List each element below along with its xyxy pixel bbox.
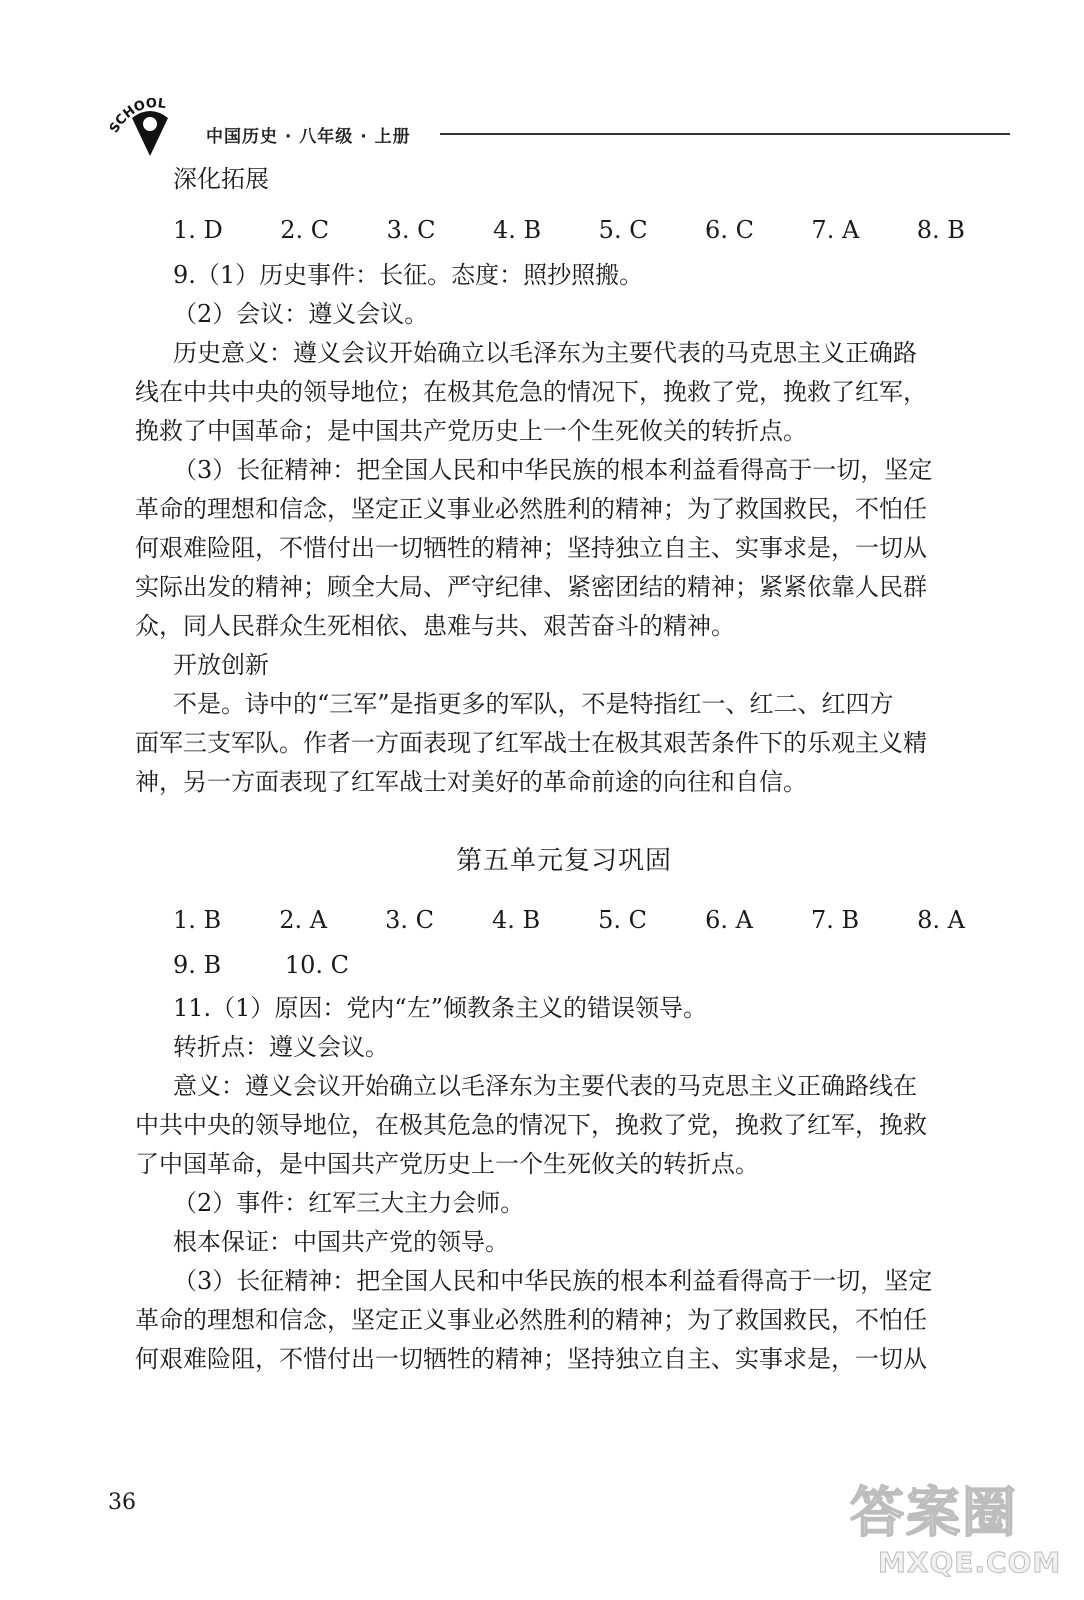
answer-item: 2. C (280, 216, 330, 244)
answer-item: 6. A (705, 906, 753, 934)
logo-text: CHOOL (112, 98, 167, 129)
answers-row-section1 (135, 211, 993, 250)
book-title: 中国历史 · 八年级 · 上册 (206, 127, 411, 147)
q9-part2: （2）会议：遵义会议。 (173, 300, 429, 328)
answers-row-unit-1 (135, 901, 993, 940)
unit-title: 第五单元复习巩固 (455, 846, 672, 876)
answer-item: 5. C (598, 906, 648, 934)
answer-item: 8. B (916, 216, 965, 244)
q9-part3 (135, 451, 993, 646)
section-heading-innovate: 开放创新 (173, 651, 269, 679)
answer-item: 5. C (598, 216, 648, 244)
q11-part3 (135, 1262, 993, 1379)
text-line: 实际出发的精神；顾全大局、严守纪律、紧密团结的精神；紧紧依靠人民群 (135, 573, 927, 601)
text-line: 何艰难险阻，不惜付出一切牺牲的精神；坚持独立自主、实事求是，一切从 (135, 1345, 927, 1373)
q11-meaning (135, 1067, 993, 1184)
answer-item: 4. B (493, 216, 542, 244)
text-line: 众，同人民群众生死相依、患难与共、艰苦奋斗的精神。 (135, 612, 735, 640)
school-pin-icon (110, 98, 190, 162)
text-line: 挽救了中国革命；是中国共产党历史上一个生死攸关的转折点。 (135, 417, 807, 445)
text-line: 面军三支军队。作者一方面表现了红军战士在极其艰苦条件下的乐观主义精 (135, 729, 927, 757)
answer-item: 10. C (284, 951, 349, 979)
text-line: 线在中共中央的领导地位；在极其危急的情况下，挽救了党，挽救了红军， (135, 378, 927, 406)
section-heading-deepen: 深化拓展 (173, 165, 269, 193)
page-content (135, 160, 993, 1379)
text-line: 不是。诗中的“三军”是指更多的军队，不是特指红一、红二、红四方 (173, 690, 894, 718)
header-divider (440, 133, 1010, 135)
answer-item: 8. A (917, 906, 965, 934)
watermark (850, 1470, 1062, 1590)
q9-meaning (135, 334, 993, 451)
q9-part1: 9.（1）历史事件：长征。态度：照抄照搬。 (173, 261, 644, 289)
answer-item: 2. A (279, 906, 328, 934)
q11-part2: （2）事件：红军三大主力会师。 (173, 1189, 525, 1217)
watermark-url: MXQE.COM (878, 1546, 1062, 1579)
guarantee: 根本保证：中国共产党的领导。 (173, 1228, 509, 1256)
answer-item: 7. A (811, 216, 860, 244)
answer-item: 1. D (173, 216, 223, 244)
text-line: （3）长征精神：把全国人民和中华民族的根本利益看得高于一切，坚定 (173, 1267, 933, 1295)
answer-item: 3. C (385, 906, 434, 934)
watermark-title: 答案圈 (850, 1481, 1018, 1544)
text-line: （3）长征精神：把全国人民和中华民族的根本利益看得高于一切，坚定 (173, 456, 933, 484)
school-logo (110, 98, 190, 162)
answers-row-unit-2 (135, 946, 993, 985)
page-header (110, 98, 1010, 162)
turning-point: 转折点：遵义会议。 (173, 1033, 389, 1061)
text-line: 了中国革命，是中国共产党历史上一个生死攸关的转折点。 (135, 1150, 759, 1178)
answer-item: 9. B (173, 951, 222, 979)
answer-item: 1. B (173, 906, 222, 934)
text-line: 何艰难险阻，不惜付出一切牺牲的精神；坚持独立自主、实事求是，一切从 (135, 534, 927, 562)
page-number: 36 (108, 1490, 136, 1515)
text-line: 革命的理想和信念，坚定正义事业必然胜利的精神；为了救国救民，不怕任 (135, 1306, 927, 1334)
text-line: 神，另一方面表现了红军战士对美好的革命前途的向往和自信。 (135, 768, 807, 796)
text-line: 意义：遵义会议开始确立以毛泽东为主要代表的马克思主义正确路线在 (173, 1072, 917, 1100)
answer-item: 7. B (810, 906, 860, 934)
text-line: 中共中央的领导地位，在极其危急的情况下，挽救了党，挽救了红军，挽救 (135, 1111, 927, 1139)
answer-item: 3. C (386, 216, 436, 244)
q11-part1: 11.（1）原因：党内“左”倾教条主义的错误领导。 (173, 994, 707, 1022)
answer-item: 4. B (491, 906, 541, 934)
section2-body (135, 685, 993, 802)
answer-item: 6. C (705, 216, 754, 244)
text-line: 历史意义：遵义会议开始确立以毛泽东为主要代表的马克思主义正确路 (173, 339, 917, 367)
text-line: 革命的理想和信念，坚定正义事业必然胜利的精神；为了救国救民，不怕任 (135, 495, 927, 523)
